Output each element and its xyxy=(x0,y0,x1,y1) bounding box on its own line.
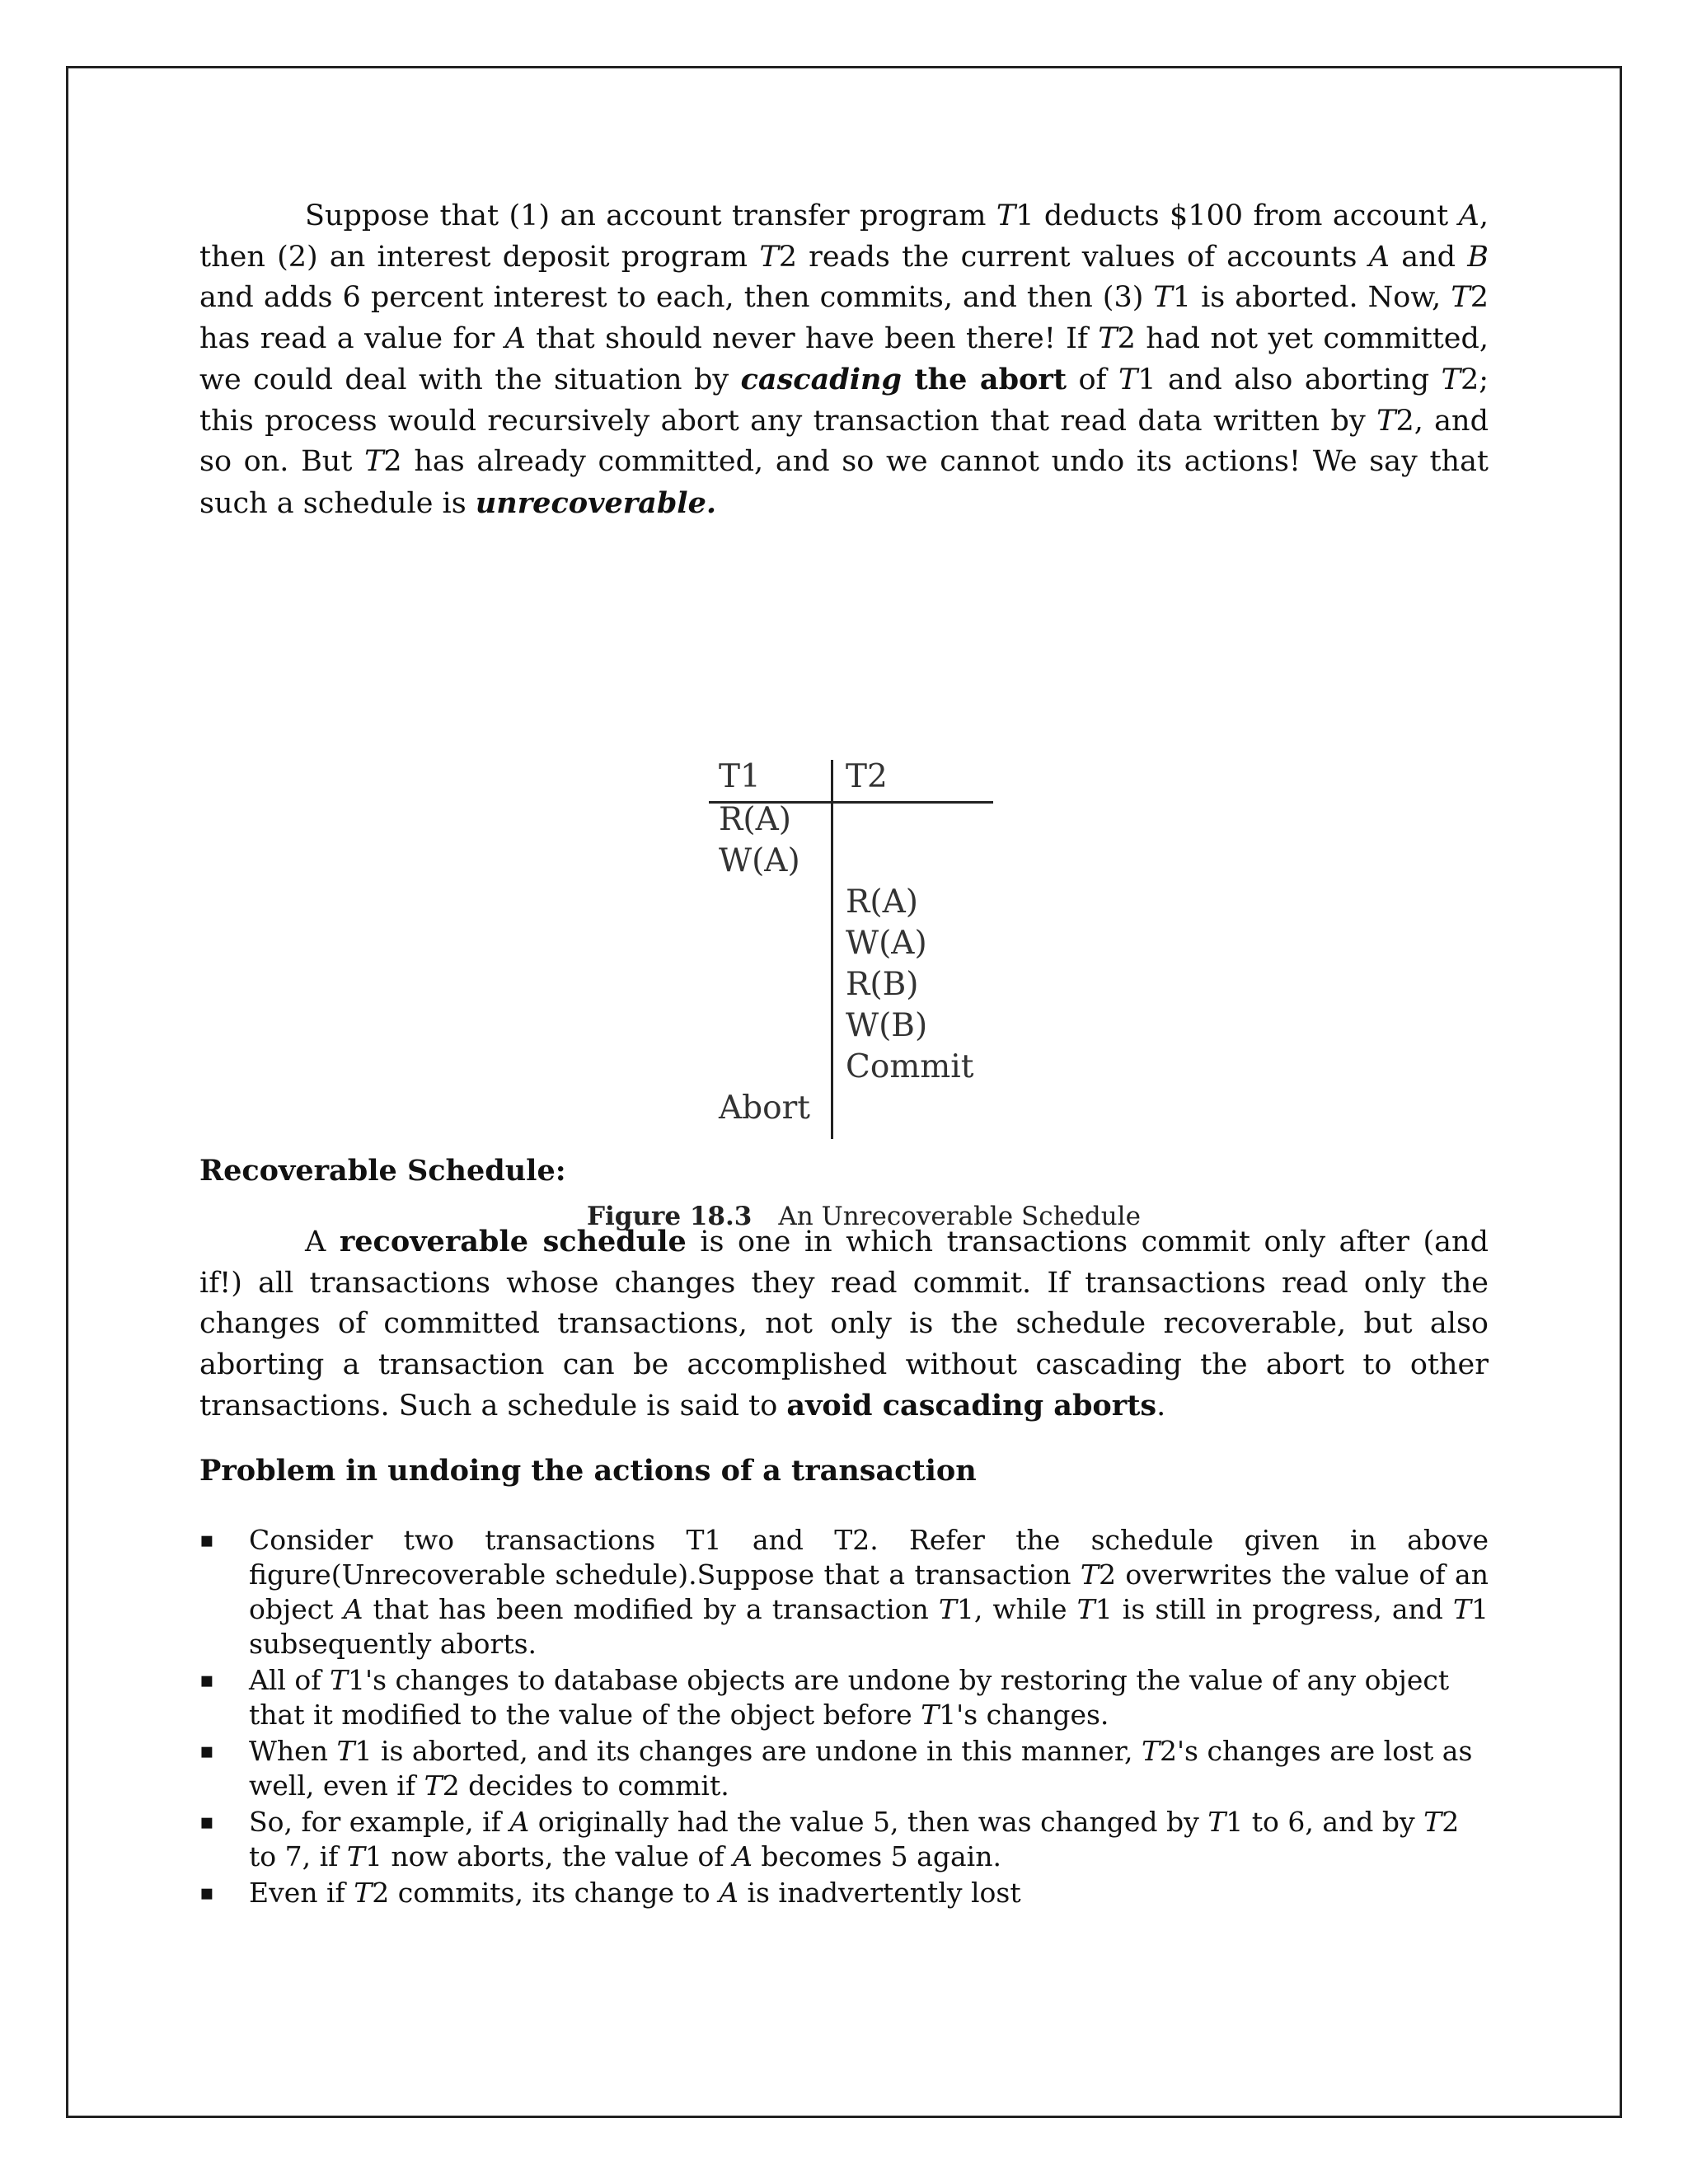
list-item: ▪ All of T1's changes to database objects are undone by restoring the value of any object that it modified to the value of the object before T1's changes. xyxy=(199,1664,1450,1731)
text-run: and xyxy=(1390,240,1468,274)
list-item: ▪ Consider two transactions T1 and T2. Refer the schedule given in above figure(Unrecoverable schedule).Suppose that a transaction T2 overwrites the value of an object A that has been modified by a transaction T1, while T1 is still in progress, and T1 subsequently aborts. xyxy=(199,1524,1489,1660)
text-run: A xyxy=(305,1226,340,1258)
text-run: , then (2) an interest deposit program xyxy=(199,199,1489,274)
column-divider xyxy=(831,760,833,1139)
unrecoverable-paragraph xyxy=(199,196,1489,524)
t2-op: Commit xyxy=(846,1048,974,1085)
t2-op: R(B) xyxy=(846,966,919,1003)
text-run: 1 and also aborting xyxy=(1137,363,1442,396)
var-T: T xyxy=(996,199,1016,232)
bullet-icon: ▪ xyxy=(199,1668,214,1693)
var-T: T xyxy=(1451,281,1470,314)
text-run: . xyxy=(1156,1390,1166,1422)
t1-op: W(A) xyxy=(719,842,800,879)
col-header-t2: T2 xyxy=(846,758,888,795)
text-run: 2 reads the current values of accounts xyxy=(778,240,1369,274)
t1-abort: Abort xyxy=(719,1090,810,1127)
text-run: 2 had not yet committed, we could deal with the situation by xyxy=(199,321,1489,396)
term-unrecoverable: unrecoverable. xyxy=(475,485,717,520)
var-T: T xyxy=(1376,404,1396,438)
term-cascading: cascading xyxy=(740,363,902,396)
var-T: T xyxy=(1098,321,1118,355)
text-run: 2 has already committed, and so we cannot undo its actions! We say that such a schedule is xyxy=(199,445,1489,520)
text-run: Suppose that (1) an account transfer program xyxy=(305,199,996,232)
bullet-icon: ▪ xyxy=(199,1810,214,1835)
var-T: T xyxy=(1153,281,1173,314)
text-run: that should never have been there! If xyxy=(525,321,1099,355)
text-run: 2, and so on. But xyxy=(199,404,1489,478)
recoverable-paragraph xyxy=(199,1221,1489,1427)
text-run: 1 deducts $100 from account xyxy=(1015,199,1459,232)
text-run: 2; this process would recursively abort any transaction that read data written by xyxy=(199,363,1489,438)
t2-op: W(A) xyxy=(846,925,927,962)
t2-op: R(A) xyxy=(846,883,918,921)
var-T: T xyxy=(1441,363,1461,396)
term-the-abort: the abort xyxy=(901,363,1067,396)
bullet-icon: ▪ xyxy=(199,1528,214,1553)
figure-title: An Unrecoverable Schedule xyxy=(778,1202,1141,1231)
t1-op: R(A) xyxy=(719,801,791,838)
text-run: is one in which transactions commit only after (and if!) all transactions whose changes they read commit. If transactions read only the changes of committed transactions, not only is the schedule recoverable, but also aborting a transaction can be accomplished without cascading the abort to other transactions. Such a schedule is said to xyxy=(199,1226,1489,1422)
var-T: T xyxy=(364,445,384,478)
text-run: 1 is aborted. Now, xyxy=(1172,281,1451,314)
term-avoid-cascading-aborts: avoid cascading aborts xyxy=(786,1389,1157,1422)
var-T: T xyxy=(1118,363,1138,396)
var-A: A xyxy=(504,321,526,355)
var-A: A xyxy=(1368,240,1390,274)
var-T: T xyxy=(759,240,779,274)
list-item: ▪ When T1 is aborted, and its changes are undone in this manner, T2's changes are lost as well, even if T2 decides to commit. xyxy=(199,1735,1473,1802)
text-run: 2 has read a value for xyxy=(199,281,1489,355)
var-B: B xyxy=(1467,240,1489,274)
bullet-icon: ▪ xyxy=(199,1739,214,1764)
list-item: ▪ So, for example, if A originally had the value 5, then was changed by T1 to 6, and by T2 to 7, if T1 now aborts, the value of A becomes 5 again. xyxy=(199,1806,1460,1872)
var-A: A xyxy=(1458,199,1479,232)
col-header-t1: T1 xyxy=(719,758,761,795)
heading-recoverable-schedule: Recoverable Schedule: xyxy=(199,1154,566,1188)
figure-number: Figure 18.3 xyxy=(587,1202,753,1231)
text-run: of xyxy=(1067,363,1118,396)
heading-undo-problem: Problem in undoing the actions of a transaction xyxy=(199,1454,977,1488)
undo-problem-list xyxy=(199,1523,1489,1912)
text-run: and adds 6 percent interest to each, then commits, and then (3) xyxy=(199,281,1154,314)
bullet-icon: ▪ xyxy=(199,1881,214,1905)
term-recoverable-schedule: recoverable schedule xyxy=(339,1225,687,1258)
list-item: ▪ Even if T2 commits, its change to A is inadvertently lost xyxy=(199,1877,1021,1909)
t2-op: W(B) xyxy=(846,1007,928,1044)
schedule-table xyxy=(701,757,1030,1152)
